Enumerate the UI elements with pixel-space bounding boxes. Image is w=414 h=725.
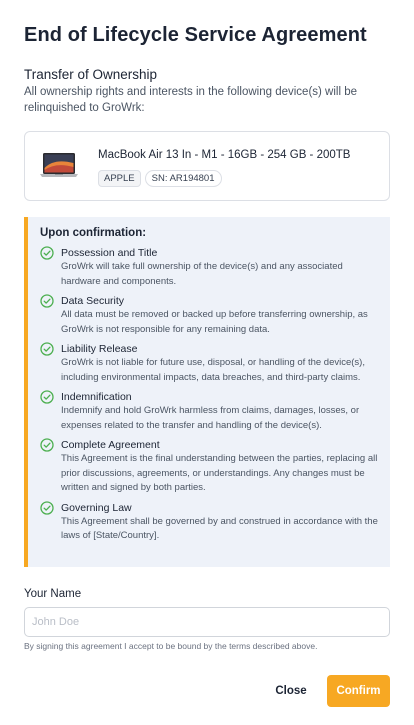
term-description: This Agreement is the final understanding between the parties, replacing all prior discussions, agreements, or understandings. Any changes must be written and signed by both parties.	[61, 453, 378, 493]
term-description: Indemnify and hold GroWrk harmless from claims, damages, losses, or expenses related to the transfer and handling of the device(s).	[61, 405, 360, 431]
signature-hint: By signing this agreement I accept to be bound by the terms described above.	[24, 641, 318, 651]
term-item	[40, 246, 378, 289]
term-description: This Agreement shall be governed by and construed in accordance with the laws of [State/Country].	[61, 515, 378, 541]
name-input[interactable]	[24, 607, 390, 637]
term-description: GroWrk is not liable for future use, disposal, or handling of the device(s), including environmental impacts, data breaches, and third-party claims.	[61, 357, 365, 383]
term-description: GroWrk will take full ownership of the device(s) and any associated hardware and components.	[61, 261, 343, 287]
serial-badge: SN: AR194801	[145, 170, 222, 187]
term-description: All data must be removed or backed up before transferring ownership, as GroWrk is not responsible for any remaining data.	[61, 309, 368, 335]
term-item	[40, 390, 378, 433]
term-item	[40, 342, 378, 385]
term-title: Liability Release	[61, 343, 138, 355]
device-name: MacBook Air 13 In - M1 - 16GB - 254 GB - 200TB	[98, 149, 351, 161]
brand-badge: APPLE	[98, 170, 141, 187]
term-title: Data Security	[61, 295, 125, 307]
term-title: Indemnification	[61, 391, 132, 403]
close-button[interactable]: Close	[266, 675, 316, 707]
term-item	[40, 438, 378, 496]
term-item	[40, 501, 378, 544]
name-label: Your Name	[24, 588, 82, 600]
check-circle-icon	[40, 294, 54, 308]
confirmation-title: Upon confirmation:	[40, 227, 147, 239]
term-item	[40, 294, 378, 337]
term-title: Governing Law	[61, 501, 132, 514]
check-circle-icon	[40, 342, 54, 356]
term-title: Possession and Title	[61, 247, 158, 259]
check-circle-icon	[40, 246, 54, 260]
confirm-button[interactable]: Confirm	[327, 675, 390, 707]
term-title: Complete Agreement	[61, 439, 160, 451]
check-circle-icon	[40, 501, 54, 515]
transfer-description: All ownership rights and interests in the following device(s) will be relinquished to GroWrk:	[24, 86, 358, 114]
transfer-title: Transfer of Ownership	[24, 67, 158, 82]
check-circle-icon	[40, 390, 54, 404]
device-tags	[98, 170, 222, 187]
device-card	[24, 131, 390, 201]
check-circle-icon	[40, 438, 54, 452]
dialog-title: End of Lifecycle Service Agreement	[24, 24, 367, 46]
laptop-image	[38, 146, 80, 188]
confirmation-panel	[24, 217, 390, 567]
